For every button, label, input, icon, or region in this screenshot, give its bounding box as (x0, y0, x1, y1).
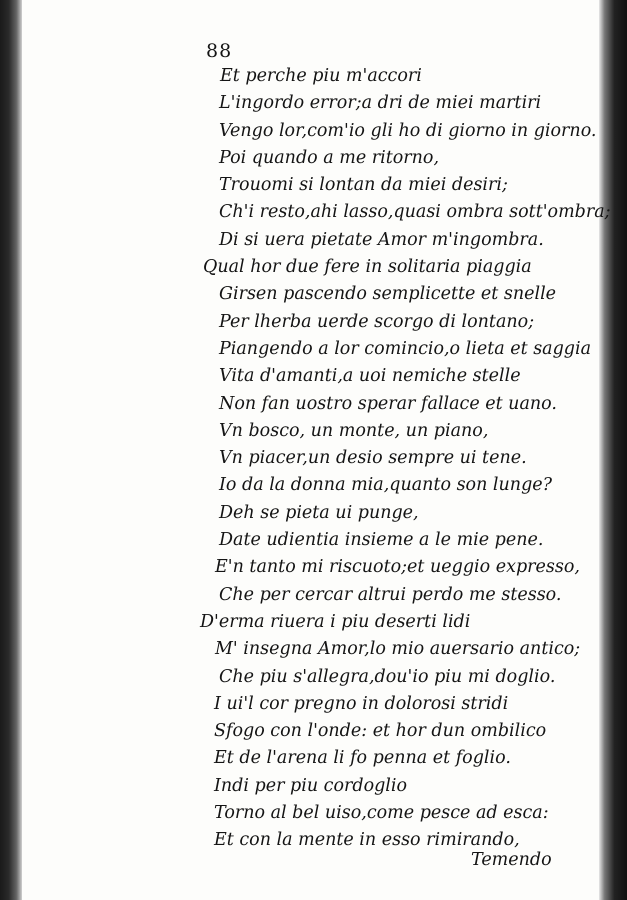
verse-line-text: Io da la donna mia,quanto son lunge? (219, 475, 553, 496)
catchword: Temendo (471, 850, 552, 870)
verse-line (0, 718, 627, 745)
verse-line-text: Et con la mente in esso rimirando, (214, 830, 520, 851)
verse-line-text: Girsen pascendo semplicette et snelle (219, 284, 557, 305)
verse-line-text: Poi quando a me ritorno, (219, 147, 440, 168)
verse-line (0, 445, 627, 472)
verse-line (0, 63, 627, 90)
verse-line-text: Deh se pieta ui punge, (219, 502, 419, 523)
verse-line (0, 664, 627, 691)
verse-line-text: Sfogo con l'onde: et hor dun ombilico (214, 721, 547, 742)
verse-line-text: Date udientia insieme a le mie pene. (219, 530, 544, 551)
verse-line (0, 363, 627, 390)
verse-line-text: Trouomi si lontan da miei desiri; (219, 175, 508, 196)
verse-line-text: Ch'i resto,ahi lasso,quasi ombra sott'ombra; (219, 202, 611, 223)
verse-line-text: M' insegna Amor,lo mio auersario antico; (215, 639, 581, 660)
verse-line (0, 582, 627, 609)
verse-line-text: Di si uera pietate Amor m'ingombra. (219, 229, 544, 250)
verse-line-text: Vengo lor,com'io gli ho di giorno in giorno. (219, 120, 597, 141)
verse-line (0, 691, 627, 718)
verse-line-text: L'ingordo error;a dri de miei martiri (219, 93, 542, 114)
verse-line-text: Non fan uostro sperar fallace et uano. (219, 393, 557, 414)
verse-line (0, 118, 627, 145)
verse-line (0, 90, 627, 117)
verse-line-text: Che piu s'allegra,dou'io piu mi doglio. (219, 666, 556, 687)
verse-line (0, 773, 627, 800)
verse-line (0, 145, 627, 172)
verse-line (0, 636, 627, 663)
verse-line (0, 309, 627, 336)
verse-line-text: D'erma riuera i piu deserti lidi (200, 611, 471, 632)
verse-line-text: Et perche piu m'accori (220, 66, 422, 86)
verse-line-text: Torno al bel uiso,come pesce ad esca: (214, 803, 549, 824)
verse-line (0, 172, 627, 199)
verse-line-text: Qual hor due fere in solitaria piaggia (203, 257, 532, 278)
verse-line-text: Vita d'amanti,a uoi nemiche stelle (219, 366, 521, 387)
verse-line (0, 745, 627, 772)
verse-line (0, 254, 627, 281)
verse-line (0, 472, 627, 499)
verse-line (0, 800, 627, 827)
verse-line-text: I ui'l cor pregno in dolorosi stridi (214, 693, 509, 714)
verse-line-text: Vn bosco, un monte, un piano, (219, 420, 489, 441)
verse-line (0, 609, 627, 636)
verse-line-text: Vn piacer,un desio sempre ui tene. (219, 448, 527, 469)
verse-line-text: Et de l'arena li fo penna et foglio. (214, 748, 511, 769)
verse-line (0, 336, 627, 363)
verse-line-text: Indi per piu cordoglio (214, 775, 408, 796)
verse-line (0, 391, 627, 418)
verse-line (0, 281, 627, 308)
page-number: 88 (206, 40, 233, 62)
verse-line-text: Che per cercar altrui perdo me stesso. (219, 584, 562, 605)
verse-line-text: Piangendo a lor comincio,o lieta et saggia (219, 338, 592, 359)
verse-line-text: Per lherba uerde scorgo di lontano; (219, 311, 535, 332)
verse-line (0, 199, 627, 226)
verse-line-text: E'n tanto mi riscuoto;et ueggio expresso, (215, 557, 580, 578)
verse-line (0, 527, 627, 554)
verse-line (0, 418, 627, 445)
verse-line (0, 500, 627, 527)
verse-line (0, 554, 627, 581)
poem-text (0, 63, 627, 855)
verse-line (0, 227, 627, 254)
